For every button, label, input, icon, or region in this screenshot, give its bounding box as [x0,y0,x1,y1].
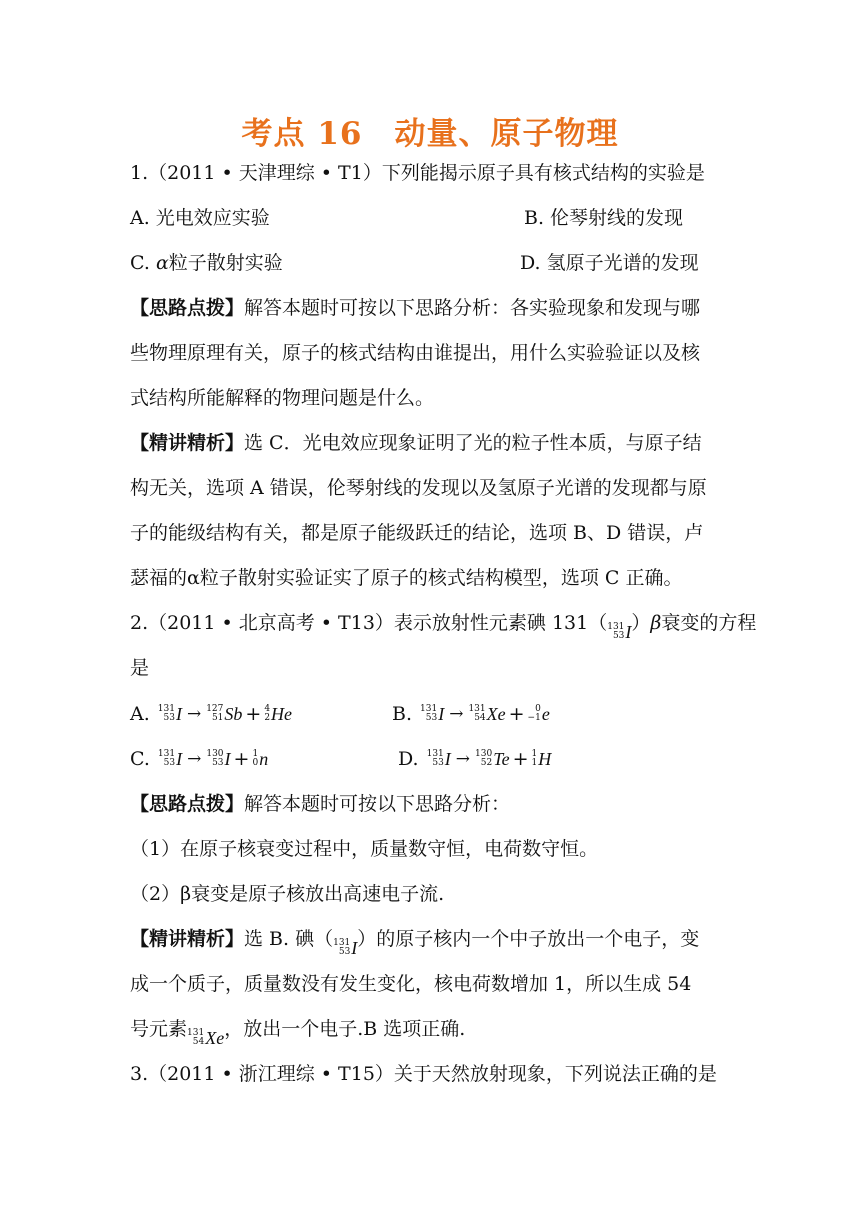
nuclide [427,747,451,771]
atomic-number: 54 [474,713,486,723]
q1-option-c-prefix: C. [130,252,156,274]
q1-hint-line-3: 式结构所能解释的物理问题是什么。 [130,387,435,409]
option-label: B. [392,703,413,725]
q1-option-c-text: 粒子散射实验 [168,252,283,274]
atomic-number: 53 [432,758,444,768]
plus-sign: + [245,703,262,725]
atomic-number: −1 [527,713,541,723]
atomic-number: 53 [163,758,176,768]
q1-analysis-label: 【精讲精析】 [130,432,245,454]
arrow-icon: → [187,749,202,769]
nuclide [532,747,552,771]
iodine-mass-number: 131 [607,622,625,632]
iodine-nuclide-inline [333,936,357,960]
q1-hint-label: 【思路点拨】 [130,297,245,319]
element-symbol: n [259,749,269,769]
nuclide [206,747,230,771]
q1-hint-text: 解答本题时可按以下思路分析：各实验现象和发现与哪 [244,297,701,319]
q2-option-c [130,747,268,771]
element-symbol: I [438,704,445,724]
q2-analysis-line-1 [130,927,699,960]
nuclide [206,702,242,726]
q2-analysis-part-a: 选 B. 碘（ [244,928,334,950]
q2-hint-line [130,792,510,816]
nuclide [158,702,182,726]
q2-analysis-part-b: ）的原子核内一个中子放出一个电子，变 [357,928,700,950]
iodine-atomic-number: 53 [612,631,625,641]
element-symbol: Sb [224,704,243,724]
xenon-symbol: Xe [205,1028,225,1048]
q2-option-a [130,702,292,726]
element-symbol: e [541,704,550,724]
element-symbol: I [176,749,183,769]
q1-option-d: D. 氢原子光谱的发现 [520,252,699,274]
nuclide [158,747,182,771]
atomic-number: 1 [531,758,538,768]
q1-option-b: B. 伦琴射线的发现 [524,207,684,229]
q2-stem [130,611,756,644]
atomic-number: 51 [211,713,224,723]
q3-stem: 3.（2011 • 浙江理综 • T15）关于天然放射现象，下列说法正确的是 [130,1063,717,1085]
nuclide [528,702,550,726]
q1-analysis-line-1 [130,431,702,455]
mass-number: 131 [468,704,486,714]
q1-option-a: A. 光电效应实验 [130,207,270,229]
atomic-number: 53 [212,758,224,768]
q2-option-b [392,702,550,726]
q2-analysis-part-c: 号元素 [130,1018,188,1040]
mass-number: 131 [157,749,176,759]
page-title: 考点 16 动量、原子物理 [241,116,619,152]
q1-hint-line-1 [130,296,700,320]
alpha-symbol: α [155,252,169,274]
element-symbol: H [538,749,552,769]
mass-number: 130 [475,749,493,759]
q1-analysis-text: 选 C．光电效应现象证明了光的粒子性本质，与原子结 [244,432,702,454]
nuclide [252,747,268,771]
plus-sign: + [233,748,250,770]
mass-number: 0 [535,704,541,714]
element-symbol: I [224,749,231,769]
q1-analysis-line-2: 构无关，选项 A 错误，伦琴射线的发现以及氢原子光谱的发现都与原 [130,477,707,499]
q2-stem-part-b: ） [631,612,651,634]
atomic-number: 0 [252,758,259,768]
plus-sign: + [508,703,525,725]
arrow-icon: → [186,704,202,724]
q2-analysis-part-d: ，放出一个电子.B 选项正确. [224,1018,466,1040]
iodine-symbol: I [625,622,632,642]
mass-number: 131 [426,749,444,759]
element-symbol: I [444,749,451,769]
q1-analysis-line-3: 子的能级结构有关，都是原子能级跃迁的结论，选项 B、D 错误，卢 [130,522,704,544]
mass-number: 131 [420,704,438,714]
mass-number: 127 [206,704,224,714]
q2-hint-text: 解答本题时可按以下思路分析： [244,793,511,815]
q2-stem-part-c: 衰变的方程 [661,612,757,634]
q1-hint-line-2: 些物理原理有关，原子的核式结构由谁提出，用什么实验验证以及核 [130,342,701,364]
atomic-number: 2 [264,713,271,723]
q1-option-c [130,251,283,275]
arrow-icon: → [455,749,471,769]
beta-symbol: β [650,612,662,634]
mass-number: 130 [206,749,224,759]
nuclide [420,702,444,726]
q2-stem-line-2: 是 [130,657,150,679]
option-label: D. [398,748,419,770]
q2-analysis-line-2: 成一个质子，质量数没有发生变化，核电荷数增加 1，所以生成 54 [130,973,692,995]
iodine-atomic-number: 53 [338,947,351,957]
q2-hint-item-2: （2）β衰变是原子核放出高速电子流. [130,883,445,905]
xenon-atomic-number: 54 [192,1037,205,1047]
plus-sign: + [512,748,529,770]
atomic-number: 53 [425,713,438,723]
mass-number: 4 [264,704,271,714]
q1-analysis-line-4: 瑟福的α粒子散射实验证实了原子的核式结构模型，选项 C 正确。 [130,567,683,589]
xenon-mass-number: 131 [187,1028,205,1038]
q2-option-d [398,747,551,771]
iodine-nuclide [607,620,631,644]
q2-stem-part-a: 2.（2011 • 北京高考 • T13）表示放射性元素碘 131（ [130,612,608,634]
arrow-icon: → [449,704,464,724]
nuclide [475,747,510,771]
nuclide [468,702,505,726]
option-label: C. [130,748,150,770]
nuclide [264,702,292,726]
q1-stem: 1.（2011 • 天津理综 • T1）下列能揭示原子具有核式结构的实验是 [130,162,705,184]
iodine-symbol: I [351,938,358,958]
q2-hint-label: 【思路点拨】 [130,793,245,815]
element-symbol: Te [493,749,510,769]
element-symbol: Xe [486,704,506,724]
atomic-number: 52 [480,758,493,768]
iodine-mass-number: 131 [333,938,351,948]
q2-analysis-label: 【精讲精析】 [130,928,245,950]
mass-number: 1 [252,749,259,759]
q2-hint-item-1: （1）在原子核衰变过程中，质量数守恒，电荷数守恒。 [130,838,599,860]
element-symbol: He [271,704,293,724]
q2-analysis-line-3 [130,1017,465,1050]
xenon-nuclide [187,1026,224,1050]
atomic-number: 53 [163,713,175,723]
mass-number: 1 [531,749,538,759]
element-symbol: I [175,704,182,724]
option-label: A. [130,703,150,725]
mass-number: 131 [157,704,175,714]
